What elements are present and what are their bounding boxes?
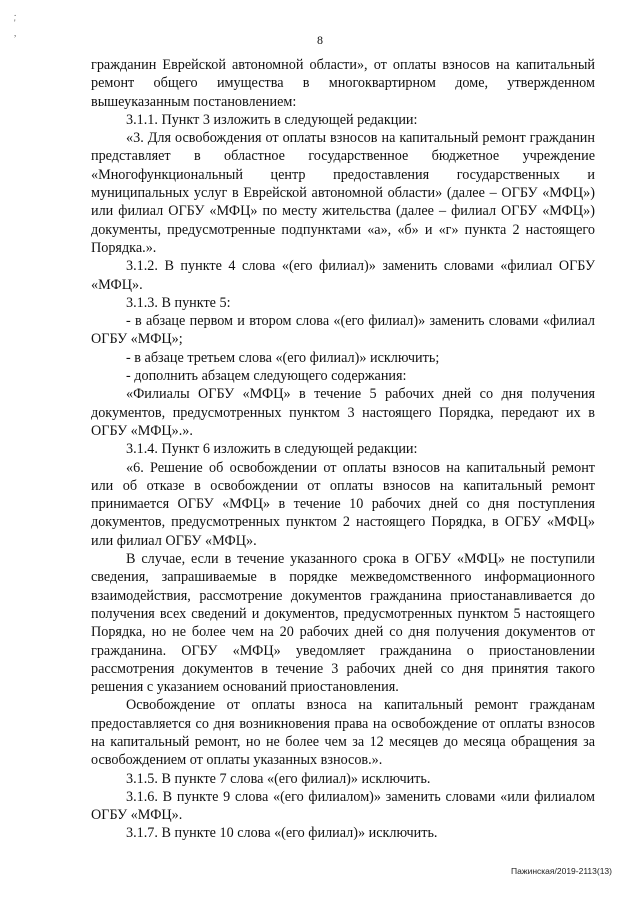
speck-mark: .: [14, 8, 17, 18]
paragraph: «Филиалы ОГБУ «МФЦ» в течение 5 рабочих дней со дня получения документов, предусмотренных пунктом 3 настоящего Порядка, передают их в ОГБУ «МФЦ».».: [91, 386, 595, 439]
paragraph: - дополнить абзацем следующего содержания:: [126, 368, 407, 385]
paragraph: Освобождение от оплаты взноса на капитальный ремонт гражданам предоставляется со дня возникновения права на освобождение от оплаты взносов на капитальный ремонт, но не более чем за 12 месяцев до месяца обращения за освобождением от оплаты указанных взносов.».: [91, 697, 595, 769]
speck-mark: ,: [14, 28, 17, 38]
paragraph: - в абзаце третьем слова «(его филиал)» исключить;: [126, 349, 440, 366]
footer-document-code: Пажинская/2019-2113(13): [511, 866, 612, 876]
paragraph: 3.1.5. В пункте 7 слова «(его филиал)» исключить.: [126, 770, 431, 787]
paragraph: 3.1.7. В пункте 10 слова «(его филиал)» исключить.: [126, 825, 438, 842]
paragraph: 3.1.4. Пункт 6 изложить в следующей редакции:: [126, 441, 418, 458]
page-number: 8: [317, 33, 323, 47]
paragraph: 3.1.2. В пункте 4 слова «(его филиал)» заменить словами «филиал ОГБУ «МФЦ».: [91, 258, 595, 293]
paragraph: 3.1.1. Пункт 3 изложить в следующей редакции:: [126, 111, 418, 128]
paragraph: 3.1.3. В пункте 5:: [126, 294, 231, 311]
paragraph: - в абзаце первом и втором слова «(его филиал)» заменить словами «филиал ОГБУ «МФЦ»;: [91, 313, 595, 348]
paragraph: «6. Решение об освобождении от оплаты взносов на капитальный ремонт или об отказе в освобождении от оплаты взносов на капитальный ремонт принимается ОГБУ «МФЦ» в течение 10 рабочих дней со дня поступления документов, предусмотренных пунктом 2 настоящего Порядка, в ОГБУ «МФЦ» или филиал ОГБУ «МФЦ».: [91, 459, 595, 549]
document-body: [91, 56, 595, 843]
paragraph: В случае, если в течение указанного срока в ОГБУ «МФЦ» не поступили сведения, запрашиваемые в порядке межведомственного информационного взаимодействия, рассмотрение документов гражданина приостанавливается до получения всех сведений и документов, предусмотренных пунктом 5 настоящего Порядка, но не более чем на 20 рабочих дней со дня получения документов от гражданина. ОГБУ «МФЦ» уведомляет гражданина о приостановлении рассмотрения документов в течение 3 рабочих дней со дня принятия такого решения с указанием оснований приостановления.: [91, 551, 595, 696]
paragraph: 3.1.6. В пункте 9 слова «(его филиалом)» заменить словами «или филиалом ОГБУ «МФЦ».: [91, 788, 595, 824]
paragraph: гражданин Еврейской автономной области», от оплаты взносов на капитальный ремонт общего имущества в многоквартирном доме, утвержденном вышеуказанным постановлением:: [91, 57, 595, 110]
paragraph: «3. Для освобождения от оплаты взносов на капитальный ремонт гражданин представляет в областное государственное бюджетное учреждение «Многофункциональный центр предоставления государственных и муниципальных услуг в Еврейской автономной области» (далее – ОГБУ «МФЦ») или филиал ОГБУ «МФЦ» по месту жительства (далее – филиал ОГБУ «МФЦ») документы, предусмотренные подпунктами «а», «б» и «г» пункта 2 настоящего Порядка.».: [91, 130, 595, 256]
speck-mark: ': [14, 18, 16, 28]
